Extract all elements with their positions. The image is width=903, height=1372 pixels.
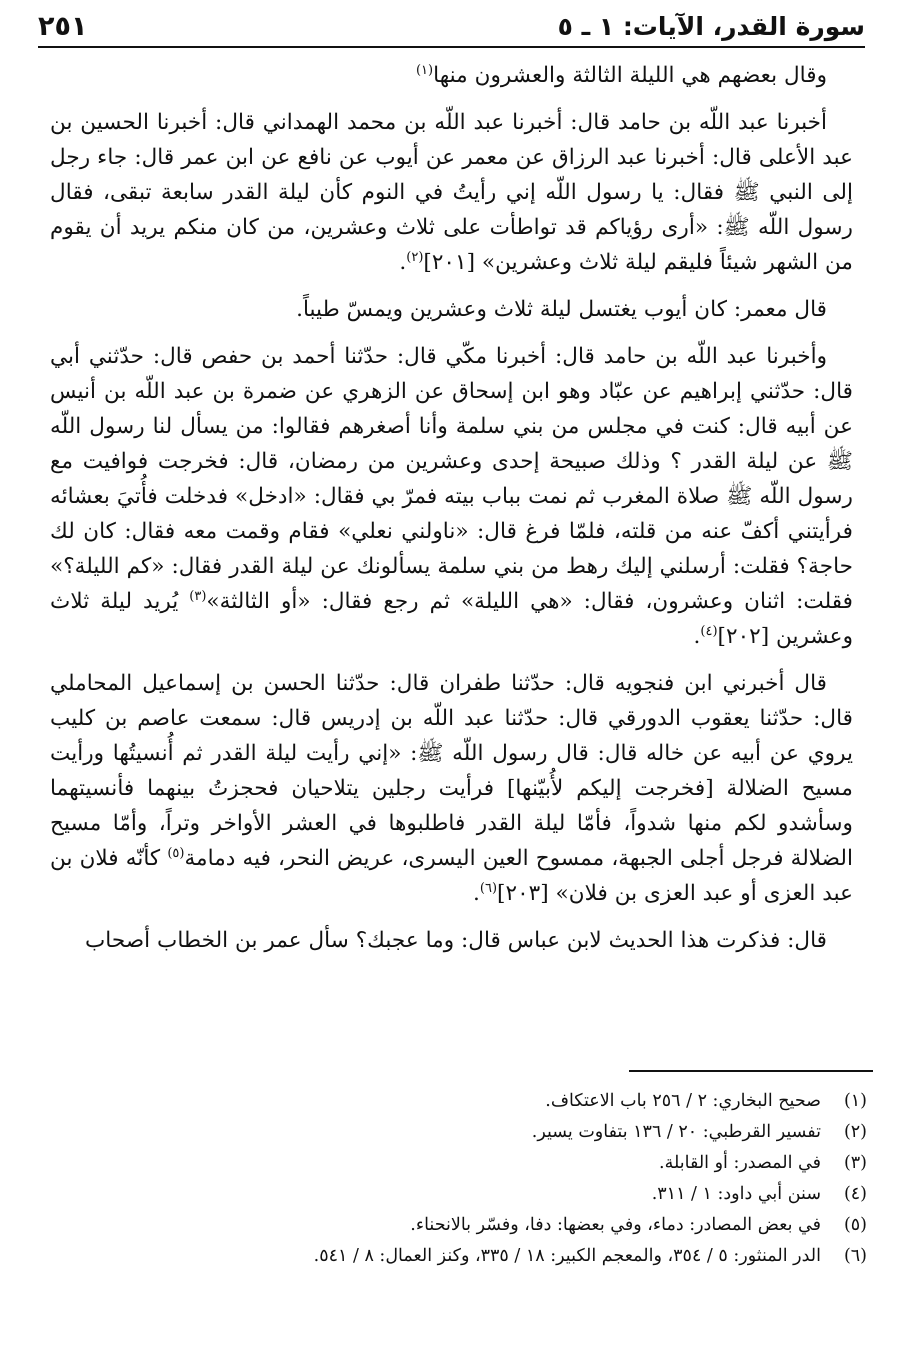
footnote xyxy=(60,1241,867,1272)
footnote xyxy=(60,1117,867,1148)
main-text xyxy=(50,58,853,970)
paragraph-tail: كأنّه فلان بن عبد العزى أو عبد العزى بن فلان» [٢٠٣] xyxy=(50,846,853,906)
running-title: سورة القدر، الآيات: ١ ـ ٥ xyxy=(557,11,865,41)
paragraph-tail: . xyxy=(693,624,701,649)
footnote-ref: (٢) xyxy=(406,249,424,265)
footnote-ref: (٤) xyxy=(700,623,718,639)
paragraph-text: قال أخبرني ابن فنجويه قال: حدّثنا طفران قال: حدّثنا الحسن بن إسماعيل المحاملي قال: حدّثنا يعقوب الدورقي قال: حدّثنا عبد اللّه بن إدريس قال: سمعت عاصم بن كليب يروي عن أبيه عن خاله قال: قال رسول اللّه ﷺ: «إني رأيت ليلة القدر ثم أُنسيتُها ورأيت مسيح الضلالة [فخرجت إليكم لأُبيّنها] فرأيت رجلين يتلاحيان فحجزتُ بينهما فأنسيتهما وسأشدو لكم منها شدواً، فأمّا ليلة القدر فاطلبوها في العشر الأواخر وتراً، وأمّا مسيح الضلالة فرجل أجلى الجبهة، ممسوح العين اليسرى، عريض النحر، فيه دمامة xyxy=(50,671,853,871)
footnote xyxy=(60,1148,867,1179)
paragraph xyxy=(50,923,853,958)
footnote-text: في المصدر: أو القابلة. xyxy=(659,1153,821,1173)
footnote xyxy=(60,1179,867,1210)
paragraph-text: وأخبرنا عبد اللّه بن حامد قال: أخبرنا مكّي قال: حدّثنا أحمد بن حفص قال: حدّثني أبي قال: حدّثني إبراهيم عن عبّاد وهو ابن إسحاق عن الزهري عن ضمرة بن عبد اللّه بن أنيس عن أبيه قال: كنت في مجلس من بني سلمة وأنا أصغرهم فقالوا: من يسأل لنا رسول اللّه ﷺ عن ليلة القدر ؟ وذلك صبيحة إحدى وعشرين من رمضان، قال: فخرجت فوافيت مع رسول اللّه ﷺ صلاة المغرب ثم نمت بباب بيته فمرّ بي فقال: «ادخل» فدخلت فأُتيَ بعشائه فرأيتني أكفّ عنه من قلته، فلمّا فرغ قال: «ناولني نعلي» فقام وقمت معه فقال: كان لك حاجة؟ فقلت: أرسلني إليك رهط من بني سلمة يسألونك عن ليلة القدر فقال: «كم الليلة؟» فقلت: اثنان وعشرون، فقال: «هي الليلة» ثم رجع فقال: «أو الثالثة» xyxy=(50,344,853,614)
footnote-number: (٥) xyxy=(843,1215,867,1235)
footnote-ref: (١) xyxy=(415,62,434,78)
footnotes xyxy=(60,1086,867,1272)
footnote-number: (٦) xyxy=(843,1246,867,1266)
paragraph xyxy=(50,105,853,280)
footnote-number: (١) xyxy=(843,1091,867,1111)
footnote xyxy=(60,1086,867,1117)
footnote-text: صحيح البخاري: ٢ / ٢٥٦ باب الاعتكاف. xyxy=(545,1091,821,1111)
footnote-number: (٤) xyxy=(843,1184,867,1204)
paragraph-text: قال معمر: كان أيوب يغتسل ليلة ثلاث وعشرين ويمسّ طيباً. xyxy=(296,297,827,322)
footnote-separator xyxy=(629,1070,873,1072)
footnote-ref: (٣) xyxy=(189,588,207,604)
paragraph xyxy=(50,339,853,654)
paragraph xyxy=(50,58,853,93)
paragraph-text: أخبرنا عبد اللّه بن حامد قال: أخبرنا عبد اللّه بن محمد الهمداني قال: أخبرنا الحسين بن عبد الأعلى قال: أخبرنا عبد الرزاق عن معمر عن أيوب عن نافع عن ابن عمر قال: جاء رجل إلى النبي ﷺ فقال: يا رسول اللّه إني رأيتُ في النوم كأن ليلة القدر سابعة تبقى، فقال رسول اللّه ﷺ: «أرى رؤياكم قد تواطأت على ثلاث وعشرين، من كان منكم يريد أن يقوم من الشهر شيئاً فليقم ليلة ثلاث وعشرين» [٢٠١] xyxy=(50,110,853,275)
footnote-number: (٣) xyxy=(843,1153,867,1173)
paragraph-text: وقال بعضهم هي الليلة الثالثة والعشرون منها xyxy=(433,63,827,88)
footnote xyxy=(60,1210,867,1241)
paragraph xyxy=(50,666,853,911)
footnote-text: تفسير القرطبي: ٢٠ / ١٣٦ بتفاوت يسير. xyxy=(531,1122,821,1142)
paragraph-tail: يُريد ليلة ثلاث وعشرين [٢٠٢] xyxy=(50,589,853,649)
footnote-ref: (٦) xyxy=(479,880,498,896)
page-number: ٢٥١ xyxy=(38,10,88,42)
page-header xyxy=(38,6,865,48)
paragraph-tail: . xyxy=(473,881,480,906)
paragraph-tail: . xyxy=(399,250,407,275)
footnote-text: في بعض المصادر: دماء، وفي بعضها: دفا، وفسّر بالانحناء. xyxy=(410,1215,821,1235)
footnote-text: سنن أبي داود: ١ / ٣١١. xyxy=(651,1184,821,1204)
footnote-ref: (٥) xyxy=(167,845,185,861)
paragraph-text: قال: فذكرت هذا الحديث لابن عباس قال: وما عجبك؟ سأل عمر بن الخطاب أصحاب xyxy=(84,928,827,953)
footnote-number: (٢) xyxy=(843,1122,867,1142)
footnote-text: الدر المنثور: ٥ / ٣٥٤، والمعجم الكبير: ١٨ / ٣٣٥، وكنز العمال: ٨ / ٥٤١. xyxy=(313,1246,821,1266)
paragraph xyxy=(50,292,853,327)
